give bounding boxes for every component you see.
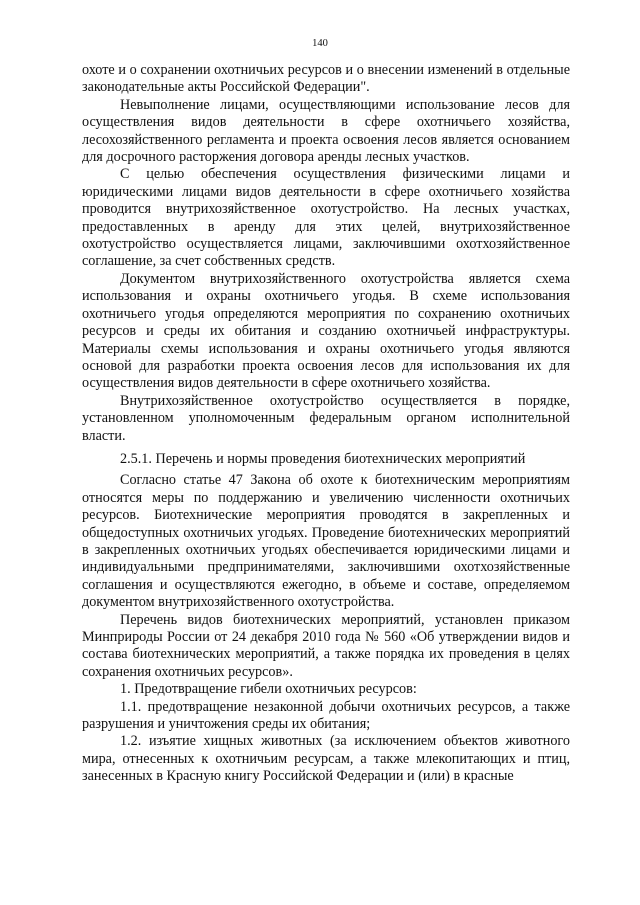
page-number: 140: [312, 38, 328, 49]
section-heading: 2.5.1. Перечень и нормы проведения биотехнических мероприятий: [120, 450, 526, 467]
list-item: 1.1. предотвращение незаконной добычи охотничьих ресурсов, а также разрушения и уничтожения среды их обитания;: [82, 698, 570, 733]
list-item: 1.2. изъятие хищных животных (за исключением объектов животного мира, отнесенных к охотничьим ресурсам, а также млекопитающих и птиц, занесенных в Красную книгу Российской Федерации и (или) в красные: [82, 733, 570, 785]
paragraph: Согласно статье 47 Закона об охоте к биотехническим мероприятиям относятся меры по поддержанию и увеличению численности охотничьих ресурсов. Биотехнические мероприятия проводятся в закрепленных и общедоступных охотничьих угодьях. Проведение биотехнических мероприятий в закрепленных охотничьих угодьях обеспечивается юридическими лицами и индивидуальными предпринимателями, заключившими охотхозяйственные соглашения и осуществляются ежегодно, в объеме и составе, определяемом документом внутрихозяйственного охотустройства.: [82, 472, 570, 611]
paragraph-continuation: охоте и о сохранении охотничьих ресурсов и о внесении изменений в отдельные законодательные акты Российской Федерации".: [82, 62, 570, 96]
page-body: [82, 62, 570, 786]
paragraph: Внутрихозяйственное охотустройство осуществляется в порядке, установленном уполномоченным федеральным органом исполнительной власти.: [82, 392, 570, 444]
paragraph: Невыполнение лицами, осуществляющими использование лесов для осуществления видов деятельности в сфере охотничьего хозяйства, лесохозяйственного регламента и проекта освоения лесов является основанием для досрочного расторжения договора аренды лесных участков.: [82, 96, 570, 166]
list-item: 1. Предотвращение гибели охотничьих ресурсов:: [120, 681, 417, 698]
paragraph: Перечень видов биотехнических мероприятий, установлен приказом Минприроды России от 24 декабря 2010 года № 560 «Об утверждении видов и состава биотехнических мероприятий, а также порядка их проведения в целях сохранения охотничьих ресурсов».: [82, 611, 570, 680]
paragraph: Документом внутрихозяйственного охотустройства является схема использования и охраны охотничьего угодья. В схеме использования охотничьего угодья определяются мероприятия по сохранению охотничьих ресурсов и среды их обитания и созданию охотничьей инфраструктуры. Материалы схемы использования и охраны охотничьего угодья являются основой для разработки проекта освоения лесов для использования их для осуществления видов деятельности в сфере охотничьего хозяйства.: [82, 270, 570, 392]
paragraph: С целью обеспечения осуществления физическими лицами и юридическими лицами видов деятельности в сфере охотничьего хозяйства проводится внутрихозяйственное охотустройство. На лесных участках, предоставленных в аренду для этих целей, внутрихозяйственное охотустройство осуществляется лицами, заключившими охотхозяйственное соглашение, за счет собственных средств.: [82, 166, 570, 270]
